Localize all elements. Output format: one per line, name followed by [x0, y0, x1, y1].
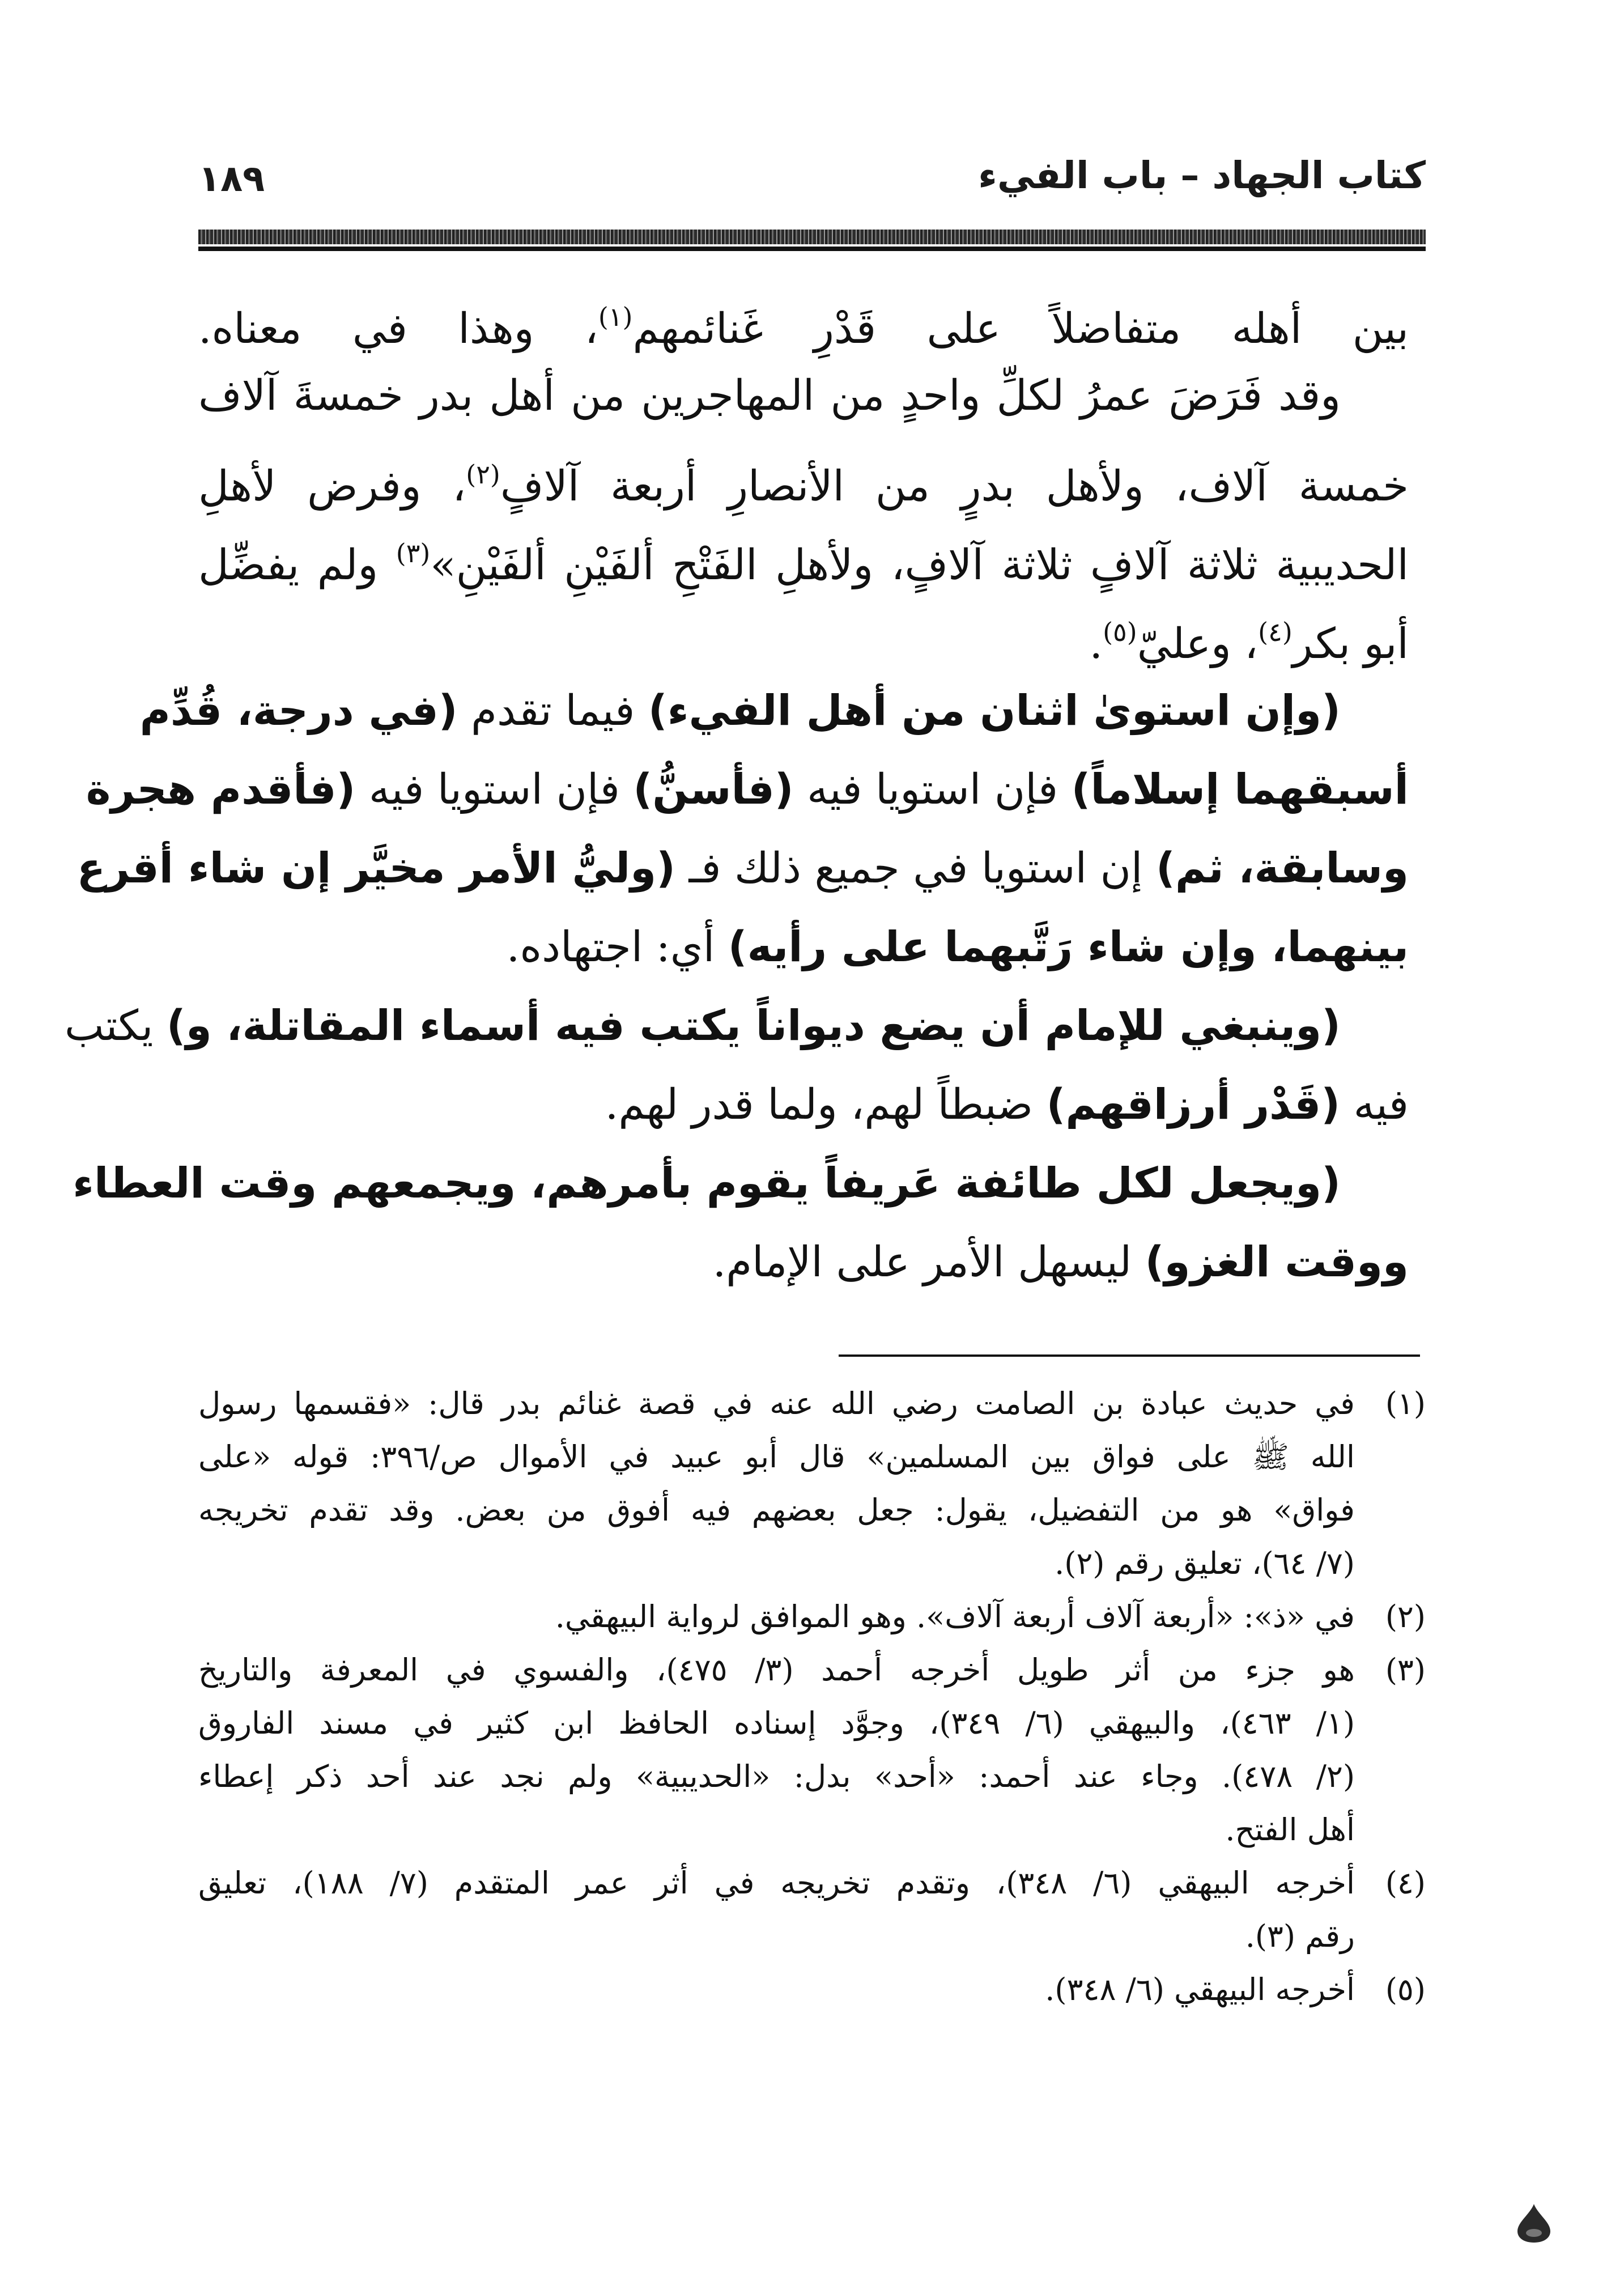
- footnote-number: (٣): [1385, 1652, 1426, 1688]
- footnote-line: أخرجه البيهقي (٦/ ٣٤٨)، وتقدم تخريجه في أثر عمر المتقدم (٧/ ١٨٨)، تعليق: [198, 1865, 1355, 1901]
- text-line: ووقت الغزو) ليسهل الأمر على الإمام.: [712, 1238, 1409, 1286]
- matn-text: (وإن استوىٰ اثنان من أهل الفيء): [648, 686, 1341, 735]
- matn-text: بينهما، وإن شاء رَتَّبهما على رأيه): [728, 923, 1409, 971]
- footnote-ref: (٣): [396, 538, 431, 568]
- text-line: بين أهله متفاضلاً على قَدْرِ غَنائمهم$^{(١)}$، وهذا في معناه.: [198, 302, 1409, 353]
- footnote-line: في «ذ»: «أربعة آلاف أربعة آلاف». وهو الموافق لرواية البيهقي.: [555, 1599, 1355, 1634]
- footnote-number: (٤): [1385, 1865, 1426, 1901]
- footnote-separator: [839, 1354, 1420, 1357]
- text-line: الحديبية ثلاثة آلافٍ ثلاثة آلافٍ، ولأهلِ الفَتْحِ ألفَيْنِ ألفَيْنِ»$^{(٣)}$ ولم يفضِّل: [198, 538, 1409, 589]
- footnote-line: أخرجه البيهقي (٦/ ٣٤٨).: [1045, 1972, 1355, 2007]
- matn-text: (ويجعل لكل طائفة عَريفاً يقوم بأمرهم، ويجمعهم وقت العطاء: [73, 1159, 1341, 1208]
- text-line: [73, 1144, 1409, 1223]
- main-text: [64, 278, 1409, 1302]
- footnote-number: (٥): [1385, 1972, 1426, 2007]
- footnote-line: (٧/ ٦٤)، تعليق رقم (٢).: [1055, 1545, 1355, 1581]
- footnote-ref: (٢): [466, 459, 500, 490]
- drop-ornament-icon: [1513, 2202, 1555, 2244]
- footnote-line: رقم (٣).: [1245, 1918, 1355, 1954]
- text-line: وقد فَرَضَ عمرُ لكلِّ واحدٍ من المهاجرين من أهل بدر خمسةَ آلاف: [198, 371, 1341, 420]
- page-number: ١٨٩: [198, 158, 265, 200]
- footnote-ref: (٥): [1103, 617, 1137, 647]
- matn-text: وسابقة، ثم): [1156, 844, 1409, 893]
- footnote-line: الله ﷺ على فواق بين المسلمين» قال أبو عبيد في الأموال ص/٣٩٦: قوله «على: [198, 1439, 1355, 1475]
- matn-text: (وليُّ الأمر مخيَّر إن شاء أقرع: [76, 844, 675, 893]
- header-rule: [198, 247, 1426, 251]
- footnote-ref: (٤): [1258, 617, 1293, 647]
- footnote-line: فواق» هو من التفضيل، يقول: جعل بعضهم فيه أفوق من بعض. وقد تقدم تخريجه: [198, 1492, 1355, 1528]
- matn-text: (فأسنُّ): [633, 765, 794, 814]
- header-ornamental-rule: [198, 230, 1426, 244]
- matn-text: (في درجة، قُدِّم: [139, 686, 458, 735]
- footnote: [198, 1644, 1426, 1857]
- footnote-ref: (١): [598, 302, 633, 332]
- text-line: أبو بكر$^{(٤)}$، وعليّ$^{(٥)}$.: [1089, 617, 1409, 668]
- text-line: وسابقة، ثم) إن استويا في جميع ذلك فـ (وليُّ الأمر مخيَّر إن شاء أقرع: [76, 844, 1409, 893]
- footnote-number: (٢): [1385, 1599, 1426, 1634]
- footnote-line: (٢/ ٤٧٨). وجاء عند أحمد: «أحد» بدل: «الحديبية» ولم نجد عند أحد ذكر إعطاء: [198, 1759, 1355, 1794]
- footnote: [198, 1857, 1426, 1963]
- footnote: [198, 1377, 1426, 1590]
- text-line: فيه (قَدْر أرزاقهم) ضبطاً لهم، ولما قدر لهم.: [605, 1080, 1409, 1129]
- matn-text: (فأقدم هجرة: [86, 765, 356, 814]
- matn-text: (قَدْر أرزاقهم): [1046, 1080, 1341, 1129]
- matn-text: (وينبغي للإمام أن يضع ديواناً يكتب فيه أسماء المقاتلة، و): [166, 1001, 1341, 1050]
- footnotes: [198, 1377, 1426, 2016]
- text-line: بينهما، وإن شاء رَتَّبهما على رأيه) أي: اجتهاده.: [506, 923, 1409, 971]
- text-line: خمسة آلاف، ولأهل بدرٍ من الأنصارِ أربعة آلافٍ$^{(٢)}$، وفرض لأهلِ: [198, 459, 1409, 511]
- footnote: [198, 1963, 1426, 2016]
- footnote: [198, 1590, 1426, 1644]
- matn-text: ووقت الغزو): [1145, 1238, 1409, 1286]
- footnote-number: (١): [1385, 1386, 1426, 1421]
- footnote-line: أهل الفتح.: [1225, 1812, 1355, 1848]
- footnote-line: (١/ ٤٦٣)، والبيهقي (٦/ ٣٤٩)، وجوَّد إسناده الحافظ ابن كثير في مسند الفاروق: [198, 1705, 1355, 1741]
- footnote-line: في حديث عبادة بن الصامت رضي الله عنه في قصة غنائم بدر قال: «فقسمها رسول: [198, 1386, 1355, 1421]
- footnote-line: هو جزء من أثر طويل أخرجه أحمد (٣/ ٤٧٥)، والفسوي في المعرفة والتاريخ: [198, 1652, 1355, 1688]
- matn-text: أسبقهما إسلاماً): [1071, 765, 1409, 814]
- running-title: كتاب الجهاد – باب الفيء: [978, 154, 1426, 197]
- text-line: (وينبغي للإمام أن يضع ديواناً يكتب فيه أسماء المقاتلة، و) يكتب: [64, 1001, 1341, 1050]
- text-line: أسبقهما إسلاماً) فإن استويا فيه (فأسنُّ) فإن استويا فيه (فأقدم هجرة: [86, 765, 1409, 814]
- text-line: (وإن استوىٰ اثنان من أهل الفيء) فيما تقدم (في درجة، قُدِّم: [139, 686, 1341, 735]
- page-header: [198, 150, 1426, 201]
